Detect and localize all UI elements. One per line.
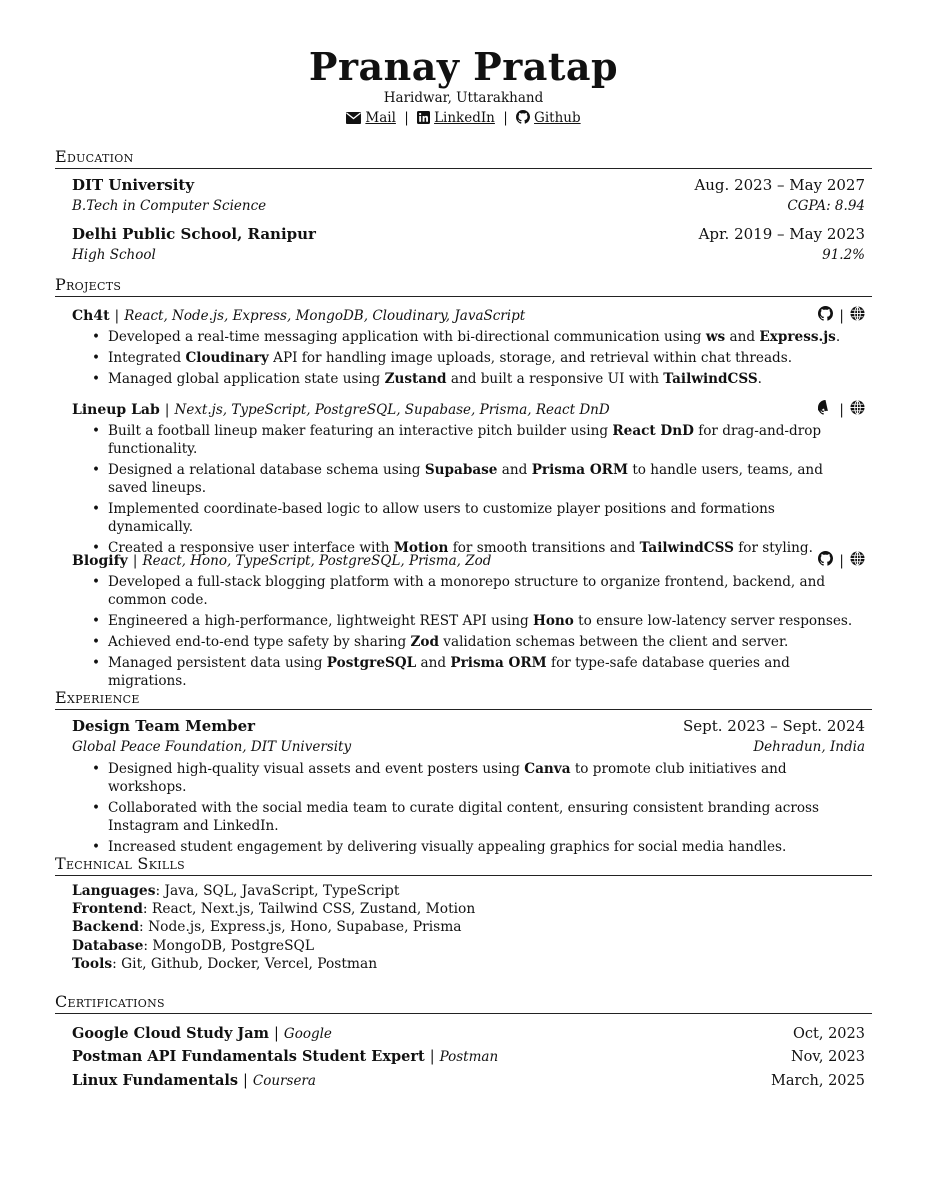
education-entry-detail	[72, 198, 865, 214]
degree: High School	[72, 247, 156, 263]
certification-date: Nov, 2023	[790, 1049, 865, 1065]
certification-row: Postman API Fundamentals Student Expert | Postman Nov, 2023	[72, 1048, 865, 1065]
project-name: Blogify	[72, 552, 128, 569]
candidate-location: Haridwar, Uttarakhand	[383, 90, 544, 106]
link-separator: |	[503, 110, 508, 126]
envelope-icon	[346, 112, 361, 128]
project-name: Ch4t	[72, 307, 110, 324]
score: 91.2%	[822, 247, 865, 263]
project-tech: Next.js, TypeScript, PostgreSQL, Supabase, Prisma, React DnD	[174, 401, 610, 418]
project-name: Lineup Lab	[72, 401, 160, 418]
score: CGPA: 8.94	[787, 198, 865, 214]
certification-name: Google Cloud Study Jam	[72, 1025, 270, 1042]
experience-bullets	[90, 760, 860, 859]
project-header: Lineup Lab | Next.js, TypeScript, PostgreSQL, Supabase, Prisma, React DnD |	[72, 400, 865, 419]
list-item: • Built a football lineup maker featuring an interactive pitch builder using React DnD for drag-and-drop functionality.	[90, 422, 860, 458]
degree: B.Tech in Computer Science	[72, 198, 267, 214]
school-name: DIT University	[72, 176, 195, 194]
education-entry-header	[72, 176, 865, 194]
job-dates: Sept. 2023 – Sept. 2024	[682, 717, 865, 735]
school-name: Delhi Public School, Ranipur	[72, 225, 316, 243]
list-item: • Collaborated with the social media team to curate digital content, ensuring consistent branding across Instagram and LinkedIn.	[90, 799, 860, 835]
list-item: • Designed a relational database schema using Supabase and Prisma ORM to handle users, teams, and saved lineups.	[90, 461, 860, 497]
list-item: • Integrated Cloudinary API for handling image uploads, storage, and retrieval within chat threads.	[90, 349, 860, 367]
projects-heading: Projects	[55, 276, 872, 297]
github-icon	[516, 110, 530, 128]
certification-issuer: Coursera	[252, 1073, 316, 1089]
certification-issuer: Google	[283, 1026, 332, 1042]
skill-row: Tools: Git, Github, Docker, Vercel, Postman	[72, 955, 378, 972]
linkedin-link[interactable]: LinkedIn	[434, 110, 495, 126]
list-item: • Managed global application state using Zustand and built a responsive UI with TailwindCSS.	[90, 370, 860, 388]
education-entry-detail	[72, 247, 865, 263]
contact-links	[0, 110, 927, 128]
skills-list	[72, 882, 475, 973]
experience-entry-header	[72, 717, 865, 735]
github-icon[interactable]	[818, 400, 833, 419]
certifications-heading: Certifications	[55, 993, 872, 1014]
list-item: • Engineered a high-performance, lightweight REST API using Hono to ensure low-latency server responses.	[90, 612, 860, 630]
education-dates: Aug. 2023 – May 2027	[694, 176, 865, 194]
project-bullets	[90, 422, 860, 560]
candidate-name: Pranay Pratap	[308, 44, 619, 89]
project-tech: React, Node.js, Express, MongoDB, Cloudinary, JavaScript	[124, 307, 526, 324]
skill-row: Backend: Node.js, Express.js, Hono, Supabase, Prisma	[72, 919, 462, 936]
list-item: • Developed a real-time messaging application with bi-directional communication using ws and Express.js.	[90, 328, 860, 346]
list-item: • Developed a full-stack blogging platform with a monorepo structure to organize frontend, backend, and common code.	[90, 573, 860, 609]
globe-icon[interactable]	[850, 551, 865, 570]
experience-heading: Experience	[55, 689, 872, 710]
globe-icon[interactable]	[850, 400, 865, 419]
experience-entry-detail	[72, 739, 865, 755]
globe-icon[interactable]	[850, 306, 865, 325]
list-item: • Created a responsive user interface with Motion for smooth transitions and TailwindCSS for styling.	[90, 539, 860, 557]
github-icon[interactable]	[818, 306, 833, 325]
github-icon[interactable]	[818, 551, 833, 570]
certification-name: Linux Fundamentals	[72, 1072, 239, 1089]
skill-row: Frontend: React, Next.js, Tailwind CSS, Zustand, Motion	[72, 901, 476, 918]
education-dates: Apr. 2019 – May 2023	[698, 225, 865, 243]
list-item: • Designed high-quality visual assets and event posters using Canva to promote club initiatives and workshops.	[90, 760, 860, 796]
education-heading: Education	[55, 148, 872, 169]
list-item: • Managed persistent data using PostgreSQL and Prisma ORM for type-safe database queries and migrations.	[90, 654, 860, 690]
certification-row: Google Cloud Study Jam | Google Oct, 2023	[72, 1025, 865, 1042]
project-header: Blogify | React, Hono, TypeScript, PostgreSQL, Prisma, Zod |	[72, 551, 865, 570]
project-tech: React, Hono, TypeScript, PostgreSQL, Prisma, Zod	[142, 552, 492, 569]
project-bullets	[90, 328, 860, 391]
mail-link[interactable]: Mail	[365, 110, 396, 126]
education-entry-header	[72, 225, 865, 243]
certification-name: Postman API Fundamentals Student Expert	[72, 1048, 425, 1065]
skill-row: Languages: Java, SQL, JavaScript, TypeScript	[72, 883, 400, 899]
linkedin-icon	[417, 111, 430, 128]
list-item: • Increased student engagement by delivering visually appealing graphics for social media handles.	[90, 838, 860, 856]
link-separator: |	[404, 110, 409, 126]
list-item: • Achieved end-to-end type safety by sharing Zod validation schemas between the client and server.	[90, 633, 860, 651]
certification-date: Oct, 2023	[793, 1026, 865, 1042]
list-item: • Implemented coordinate-based logic to allow users to customize player positions and formations dynamically.	[90, 500, 860, 536]
certification-date: March, 2025	[770, 1073, 865, 1089]
project-header: Ch4t | React, Node.js, Express, MongoDB, Cloudinary, JavaScript |	[72, 306, 865, 325]
job-location: Dehradun, India	[753, 739, 865, 755]
skills-heading: Technical Skills	[55, 855, 872, 876]
project-bullets	[90, 573, 860, 693]
certification-issuer: Postman	[439, 1049, 499, 1065]
job-role: Design Team Member	[72, 717, 256, 735]
skill-row: Database: MongoDB, PostgreSQL	[72, 937, 314, 954]
github-link[interactable]: Github	[534, 110, 581, 126]
organization: Global Peace Foundation, DIT University	[72, 739, 352, 755]
certification-row: Linux Fundamentals | Coursera March, 2025	[72, 1072, 865, 1089]
